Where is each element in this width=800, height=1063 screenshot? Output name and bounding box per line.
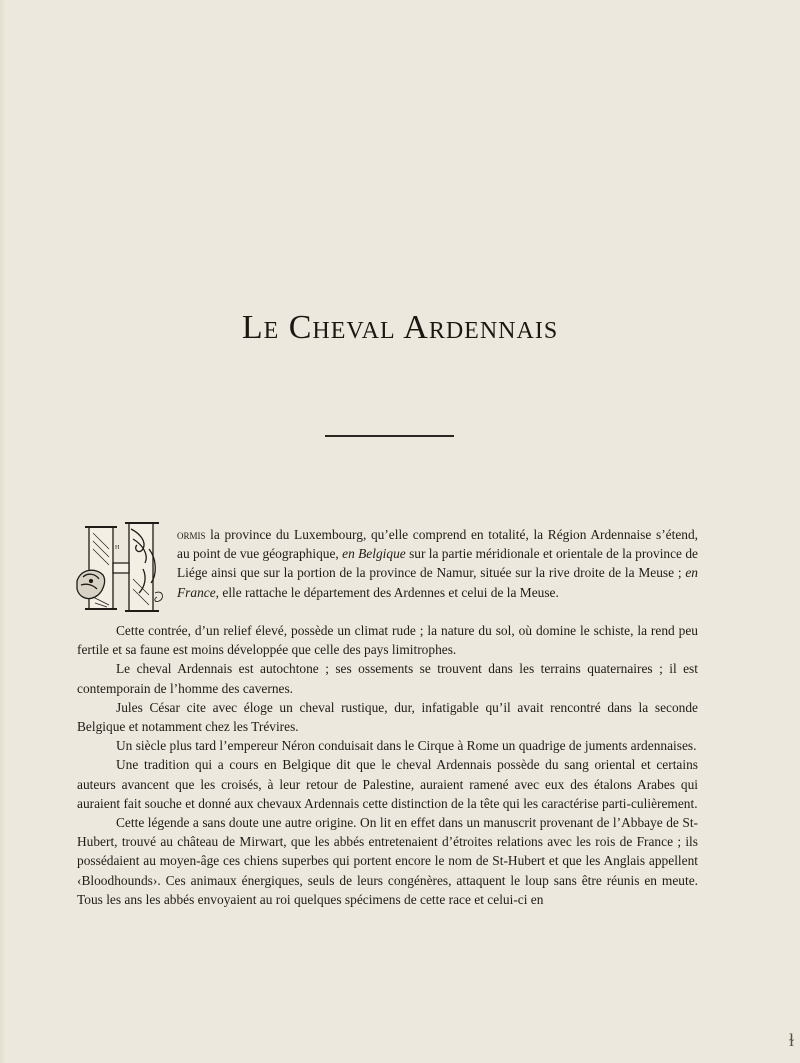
paragraph-6: Une tradition qui a cours en Belgique dit que le cheval Ardennais possède du sang oriental et certains auteurs avancent que les croisés, à leur retour de Palestine, auraient ramené avec eux des étalons Arabes qui auraient fait souche et donné aux chevaux Ardennais cette distinction de la tête qui les caractérise parti-culièrement. xyxy=(77,757,698,811)
paragraph-1-text-c: elle rattache le département des Ardennes et celui de la Meuse. xyxy=(219,584,559,600)
paragraph-1 xyxy=(77,525,698,621)
page-corner-mark-icon: ɫ xyxy=(788,1030,794,1050)
decorative-initial-h-icon xyxy=(73,519,169,616)
body-text xyxy=(77,525,698,909)
paragraph-1-text-b: sur la partie méridionale et orientale de la province de Liége ainsi que sur la portion de la province de Namur, située sur la rive droite de la Meuse ; xyxy=(177,546,698,581)
paragraph-1-emphasis-belgique: en Belgique xyxy=(342,546,406,562)
paragraph-7: Cette légende a sans doute une autre origine. On lit en effet dans un manuscrit provenant de l’Abbaye de St-Hubert, trouvé au château de Mirwart, que les abbés entretenaient d’étroites relations avec les rois de France ; ils possédaient au moyen-âge ces chiens superbes qui portent encore le nom de St-Hubert et que les Anglais appellent ‹Bloodhounds›. Ces animaux énergiques, seuls de leurs congénères, attaquent le loup sans être réunis en meute. Tous les ans les abbés envoyaient au roi quelques spécimens de cette race et celui-ci en xyxy=(77,815,698,907)
page-title: Le Cheval Ardennais xyxy=(241,309,559,346)
dropcap-letter: H xyxy=(115,545,120,551)
title-divider xyxy=(325,435,454,437)
paragraph-4: Jules César cite avec éloge un cheval rustique, dur, infatigable qu’il avait rencontré dans la seconde Belgique et notamment chez les Trévires. xyxy=(77,699,698,735)
paragraph-1-emphasis-france: en France, xyxy=(177,565,698,600)
paragraph-2: Cette contrée, d’un relief élevé, possède un climat rude ; la nature du sol, où domine le schiste, la rend peu fertile et sa faune est moins développée que celle des pays limitrophes. xyxy=(77,623,698,658)
lead-word: ormis xyxy=(177,527,206,542)
paragraph-5: Un siècle plus tard l’empereur Néron conduisait dans le Cirque à Rome un quadrige de juments ardennaises. xyxy=(116,738,697,754)
paragraph-3: Le cheval Ardennais est autochtone ; ses ossements se trouvent dans les terrains quaternaires ; il est contemporain de l’homme des cavernes. xyxy=(77,661,698,696)
paragraph-1-text-a: la province du Luxembourg, qu’elle comprend en totalité, la Région Ardennaise s’étend, au point de vue géographique, xyxy=(177,527,698,562)
ornamental-initial-illustration xyxy=(73,519,169,616)
